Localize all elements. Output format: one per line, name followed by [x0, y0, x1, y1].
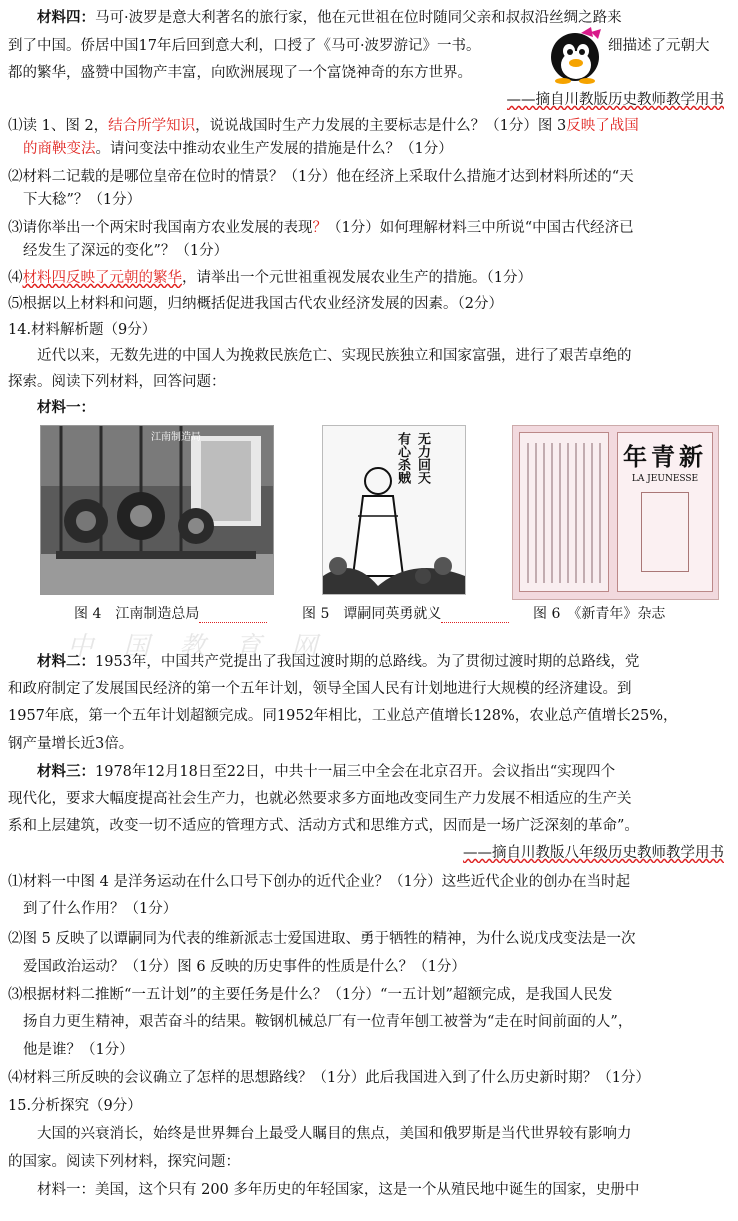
s14-intro-1: 近代以来，无数先进的中国人为挽救民族危亡、实现民族独立和国家富强，进行了艰苦卓绝的 — [37, 348, 632, 364]
top-question-2-line-1: ⑵材料二记载的是哪位皇帝在位时的情景？（1分）他在经济上采取什么措施才达到材料所述的“天 — [8, 169, 634, 185]
m4-line-1: 材料四：马可·波罗是意大利著名的旅行家，他在元世祖在位时随同父亲和叔叔沿丝绸之路来 — [37, 9, 622, 26]
m3-line-2: 现代化，要求大幅度提高社会生产力，也就必然要求多方面地改变同生产力发展不相适应的生产关 — [8, 791, 632, 807]
s14-question-4: ⑷材料三所反映的会议确立了怎样的思想路线？（1分）此后我国进入到了什么历史新时期？（1分） — [8, 1070, 650, 1086]
m3-line-1: 材料三：1978年12月18日至22日，中共十一届三中全会在北京召开。会议指出“实现四个 — [37, 763, 616, 780]
factory-illustration — [41, 426, 273, 594]
figure-4-factory-photo — [40, 425, 274, 595]
s14-question-3-line-1: ⑶根据材料二推断“一五计划”的主要任务是什么？（1分）“一五计划”超额完成，是我国人民发 — [8, 987, 613, 1003]
top-question-1-line-1: ⑴读 1、图 2，结合所学知识，说说战国时生产力发展的主要标志是什么？（1分）图 3反映了战国 — [8, 118, 639, 134]
top-question-4: ⑷材料四反映了元朝的繁华，请举出一个元世祖重视发展农业生产的措施。（1分） — [8, 270, 532, 286]
figure-4-caption: 图 4 江南制造总局 — [74, 603, 267, 623]
figure-6-new-youth-magazine — [512, 425, 719, 600]
m2-line-3: 1957年底，第一个五年计划超额完成。同1952年相比，工业总产值增长128%，农业总产值增长25%， — [8, 708, 678, 724]
m4-line-2: 到了中国。侨居中国17年后回到意大利，口授了《马可·波罗游记》一书。 — [8, 38, 481, 54]
top-question-3-line-2: 经发生了深远的变化”？（1分） — [23, 243, 229, 259]
s14-question-1-line-1: ⑴材料一中图 4 是洋务运动在什么口号下创办的近代企业？（1分）这些近代企业的创办在当时起 — [8, 874, 631, 890]
s14-question-1-line-2: 到了什么作用？（1分） — [23, 901, 178, 917]
watermark: 中国教育网 — [65, 632, 354, 662]
m4-line-3: 都的繁华，盛赞中国物产丰富，向欧洲展现了一个富饶神奇的东方世界。 — [8, 65, 472, 81]
s15-intro-1: 大国的兴衰消长，始终是世界舞台上最受人瞩目的焦点，美国和俄罗斯是当代世界较有影响力 — [37, 1126, 632, 1142]
figure-6-caption: 图 6 《新青年》杂志 — [533, 606, 666, 622]
magazine-text-lines — [520, 433, 608, 591]
magazine-cover — [617, 432, 713, 592]
magazine-cover-box — [641, 492, 689, 572]
magazine-cover-subtitle: LA JEUNESSE — [631, 474, 699, 484]
m4-line-2b: 细描述了元朝大 — [608, 38, 710, 54]
section-15-title: 15.分析探究（9分） — [8, 1098, 142, 1114]
figure-5-caption: 图 5 谭嗣同英勇就义 — [302, 603, 509, 623]
s14-question-2-line-1: ⑵图 5 反映了以谭嗣同为代表的维新派志士爱国进取、勇于牺牲的精神，为什么说戊戌变法是一次 — [8, 931, 636, 947]
s14-m1-label: 材料一： — [37, 399, 95, 416]
figure-5-inscription-1: 有心杀贼 — [395, 432, 410, 484]
s14-question-3-line-2: 扬自力更生精神，艰苦奋斗的结果。鞍钢机械总厂有一位青年刨工被誉为“走在时间前面的人”， — [23, 1014, 633, 1030]
m4-source: ——摘自川教版历史教师教学用书 — [506, 92, 724, 108]
s15-intro-2: 的国家。阅读下列材料，探究问题： — [8, 1154, 240, 1170]
magazine-cover-title: 年青新 — [623, 442, 707, 471]
top-question-5: ⑸根据以上材料和问题，归纳概括促进我国古代农业经济发展的因素。（2分） — [8, 296, 503, 312]
magazine-page-left — [519, 432, 609, 592]
penguin-sticker-icon — [543, 27, 605, 85]
figure-4-inset-caption: 江南制造局 — [151, 432, 201, 443]
figure-5-inscription-2: 无力回天 — [415, 432, 430, 484]
top-question-2-line-2: 下大稔”？（1分） — [23, 192, 142, 208]
figure-5-tan-sitong-sketch — [322, 425, 466, 595]
s15-m1-line-1: 材料一：美国，这个只有 200 多年历史的年轻国家，这是一个从殖民地中诞生的国家，史册中 — [37, 1182, 640, 1198]
m2-line-4: 钢产量增长近3倍。 — [8, 736, 134, 752]
s14-intro-2: 探索。阅读下列材料，回答问题： — [8, 374, 226, 390]
s14-question-3-line-3: 他是谁？（1分） — [23, 1042, 134, 1058]
top-question-1-line-2: 的商鞅变法。请问变法中推动农业生产发展的措施是什么？（1分） — [23, 141, 453, 157]
m3-source: ——摘自川教版八年级历史教师教学用书 — [463, 845, 724, 861]
section-14-title: 14.材料解析题（9分） — [8, 322, 157, 338]
m3-line-3: 系和上层建筑，改变一切不适应的管理方式、活动方式和思维方式，因而是一场广泛深刻的革命”。 — [8, 818, 639, 834]
top-question-3-line-1: ⑶请你举出一个两宋时我国南方农业发展的表现？（1分）如何理解材料三中所说“中国古代经济已 — [8, 220, 634, 236]
m2-line-1: 材料二：1953年，中国共产党提出了我国过渡时期的总路线。为了贯彻过渡时期的总路线，党 — [37, 653, 640, 670]
m4-label: 材料四： — [37, 9, 95, 26]
s14-question-2-line-2: 爱国政治运动？（1分）图 6 反映的历史事件的性质是什么？（1分） — [23, 959, 466, 975]
m2-line-2: 和政府制定了发展国民经济的第一个五年计划，领导全国人民有计划地进行大规模的经济建设。到 — [8, 681, 632, 697]
